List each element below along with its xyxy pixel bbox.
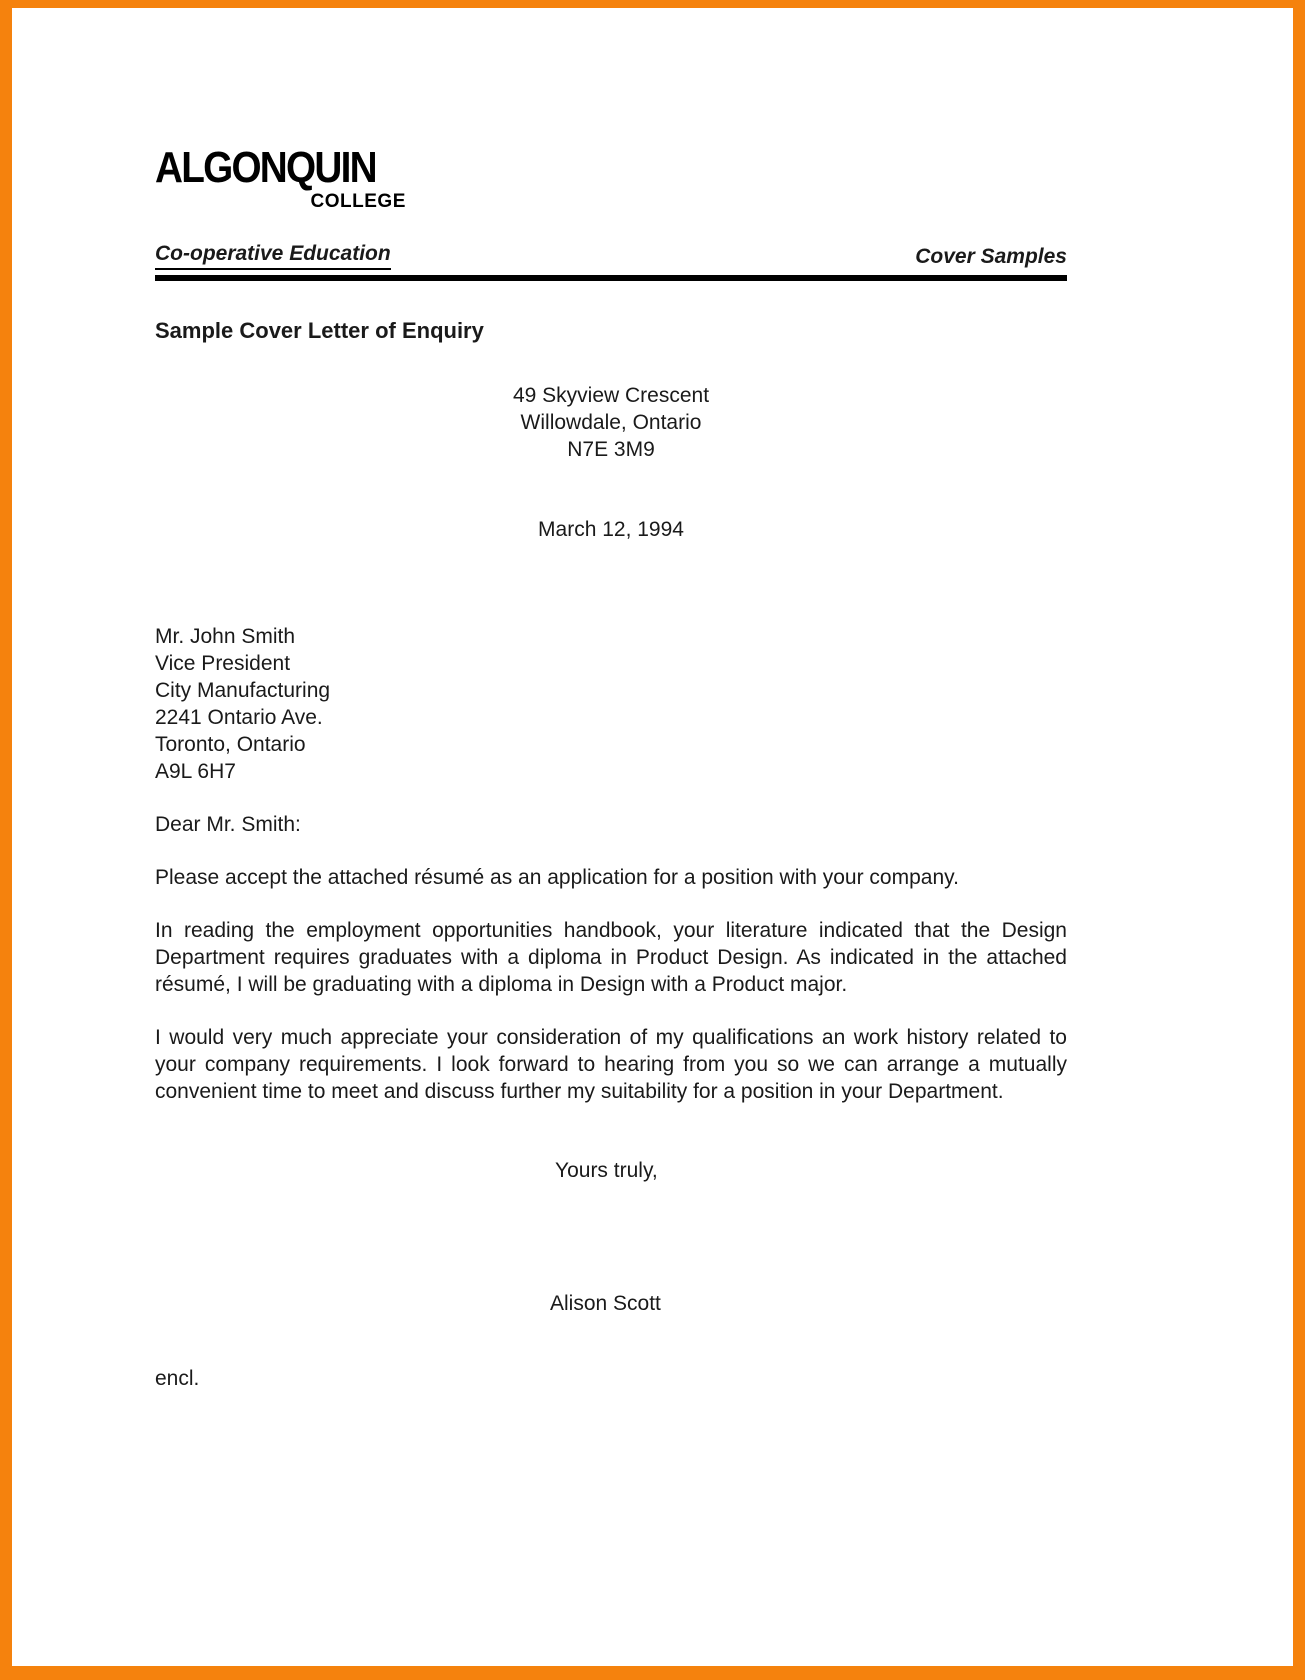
body-paragraph: I would very much appreciate your consideration of my qualifications an work history related to your company requirements. I look forward to hearing from you so we can arrange a mutually convenient time to meet and discuss further my suitability for a position in your Department. [155,1026,1067,1103]
recipient-line: City Manufacturing [155,679,331,702]
letter-date: March 12, 1994 [538,518,684,541]
recipient-line: A9L 6H7 [155,760,236,783]
logo-subtitle: COLLEGE [310,191,406,212]
header-left-label: Co-operative Education [155,240,391,270]
letter-page [12,8,1293,1666]
header-band [155,240,1067,270]
recipient-address-block [155,623,1067,785]
signature-name: Alison Scott [550,1292,661,1315]
recipient-line: Vice President [155,652,291,675]
enclosure-note: encl. [155,1367,200,1390]
sender-address-block [155,382,1067,463]
sender-address-line: Willowdale, Ontario [520,411,702,434]
algonquin-college-logo [155,143,406,212]
sender-address-line: N7E 3M9 [567,438,655,461]
logo-wordmark: ALGONQUIN [155,143,376,192]
recipient-line: Mr. John Smith [155,625,296,648]
body-paragraph: Please accept the attached résumé as an application for a position with your company. [155,866,959,889]
recipient-line: 2241 Ontario Ave. [155,706,323,729]
document-title: Sample Cover Letter of Enquiry [155,318,484,343]
recipient-line: Toronto, Ontario [155,733,306,756]
salutation: Dear Mr. Smith: [155,813,301,836]
header-right-label: Cover Samples [915,245,1067,268]
sender-address-line: 49 Skyview Crescent [512,384,710,407]
closing-phrase: Yours truly, [555,1159,658,1182]
body-paragraph: In reading the employment opportunities handbook, your literature indicated that the Design Department requires graduates with a diploma in Product Design. As indicated in the attached résumé, I will be graduating with a diploma in Design with a Product major. [155,919,1067,996]
header-rule [155,275,1067,281]
letter-content [155,8,1067,1392]
